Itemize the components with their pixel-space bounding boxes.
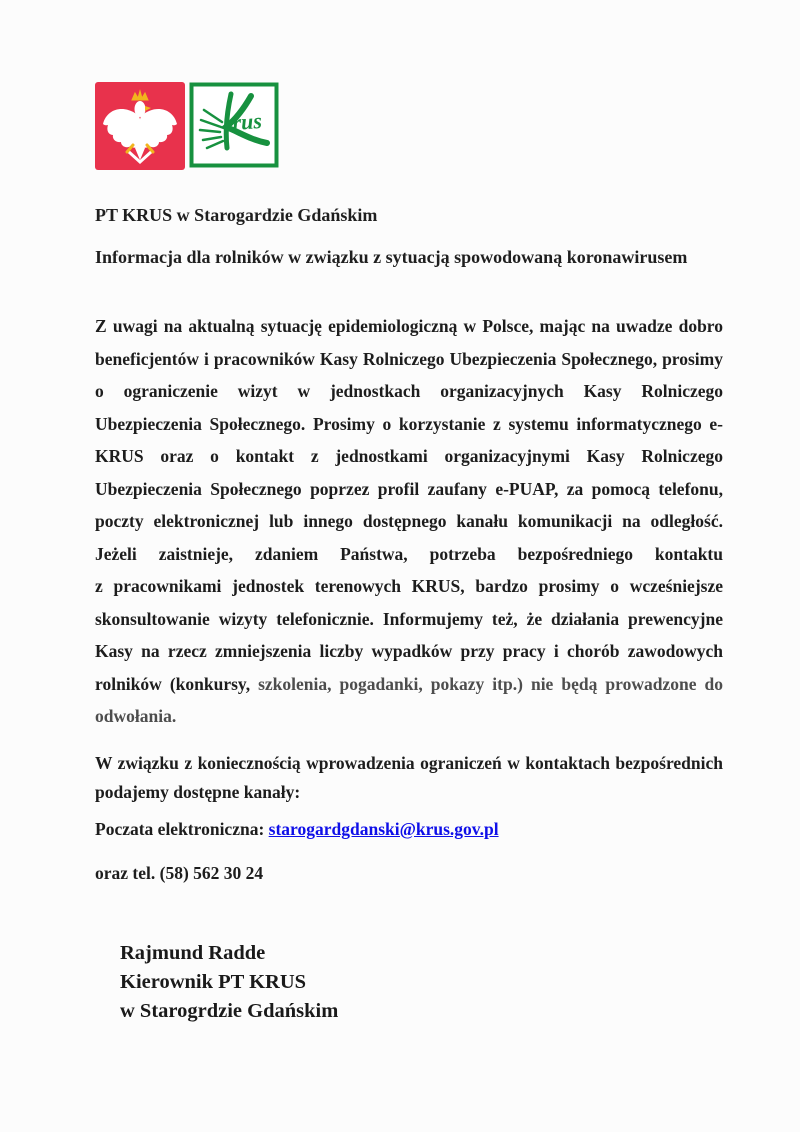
email-label: Poczata elektroniczna: xyxy=(95,818,269,839)
letter-title: PT KRUS w Starogardzie Gdańskim xyxy=(95,205,378,225)
main-paragraph-gray-text: szkolenia, pogadanki, pokazy itp.) nie będą prowadzone do odwołania. xyxy=(95,673,723,726)
email-link[interactable]: starogardgdanski@krus.gov.pl xyxy=(268,818,499,839)
poland-coat-of-arms-icon xyxy=(95,82,185,175)
main-paragraph-black-text: Z uwagi na aktualną sytuację epidemiologiczną w Polsce, mając na uwadze dobro beneficjentów i pracowników Kasy Rolniczego Ubezpieczenia Społecznego, prosimy o ograniczenie wizyt w jednostkach organizacyjnych Kasy Rolniczego Ubezpieczenia Społecznego. Prosimy o korzystanie z systemu informatycznego e-KRUS oraz o kontakt z jednostkami organizacyjnymi Kasy Rolniczego Ubezpieczenia Społecznego poprzez profil zaufany e-PUAP, za pomocą telefonu, poczty elektronicznej lub innego dostępnego kanału komunikacji na odległość. Jeżeli zaistnieje, zdaniem Państwa, potrzeba bezpośredniego kontaktu z pracownikami jednostek terenowych KRUS, bardzo prosimy o wcześniejsze skonsultowanie wizyty telefonicznie. Informujemy też, że działania prewencyjne Kasy na rzecz zmniejszenia liczby wypadków przy pracy i chorób zawodowych rolników (konkursy, xyxy=(95,316,723,694)
signature-block xyxy=(120,939,723,1026)
main-paragraph xyxy=(95,310,723,733)
krus-logo-icon xyxy=(189,82,279,173)
krus-letters: rus xyxy=(231,108,263,135)
header-logos xyxy=(95,82,723,170)
signature-role: Kierownik PT KRUS xyxy=(120,970,307,993)
letter-subtitle: Informacja dla rolników w związku z sytuacją spowodowaną koronawirusem xyxy=(95,247,688,267)
email-line xyxy=(95,817,723,841)
signature-location: w Starogrdzie Gdańskim xyxy=(120,999,339,1022)
channels-paragraph: W związku z koniecznością wprowadzenia ograniczeń w kontaktach bezpośrednich podajemy dostępne kanały: xyxy=(95,752,723,802)
phone-line: oraz tel. (58) 562 30 24 xyxy=(95,862,264,883)
signature-name: Rajmund Radde xyxy=(120,941,266,964)
